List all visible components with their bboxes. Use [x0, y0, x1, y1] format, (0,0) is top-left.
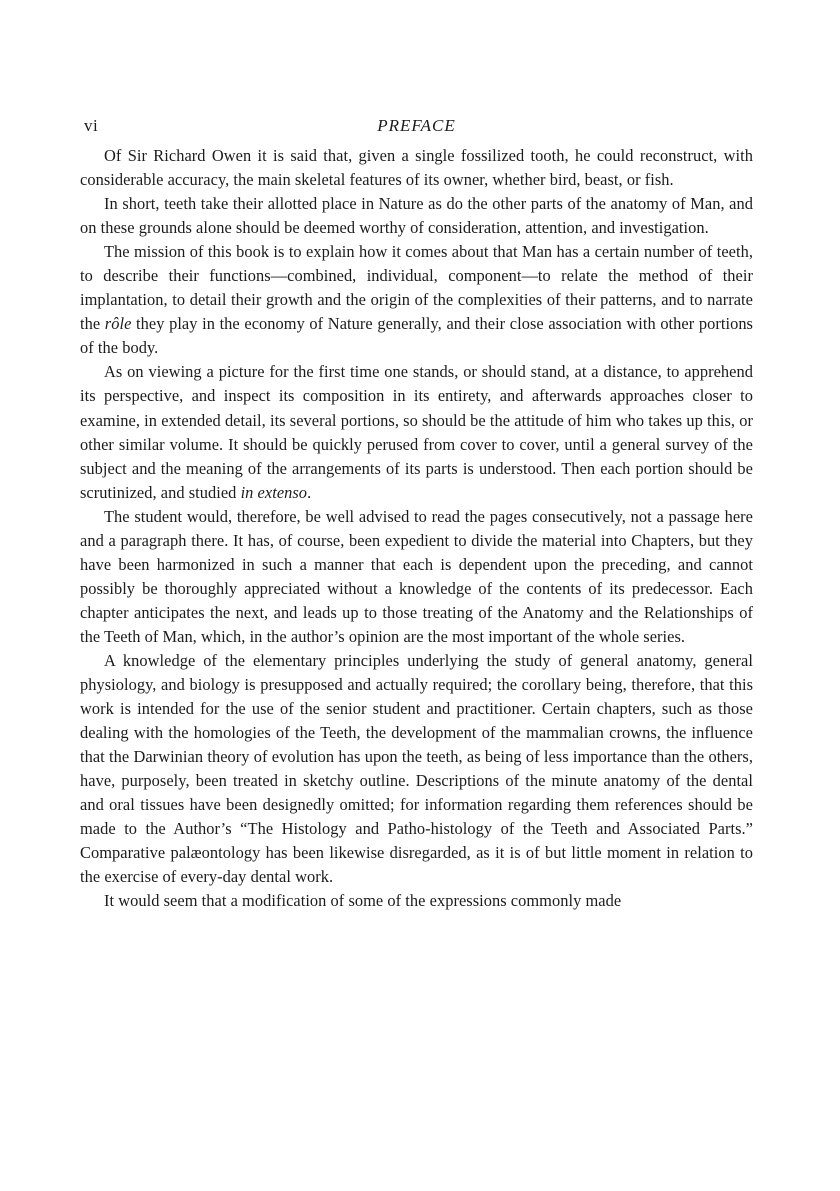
paragraph-student: The student would, therefore, be well advised to read the pages consecutively, not a passage here and a paragraph there. It has, of course, been expedient to divide the material into Chapters, but they have been harmonized in such a manner that each is dependent upon the preceding, and cannot possibly be thoroughly appreciated without a knowledge of the contents of its predecessor. Each chapter anticipates the next, and leads up to those treating of the Anatomy and the Relationships of the Teeth of Man, which, in the author’s opinion are the most important of the whole series.: [80, 506, 753, 646]
running-head: [80, 110, 753, 144]
preface-body: [80, 144, 753, 914]
book-page: [80, 110, 753, 914]
paragraph-modification: It would seem that a modification of some of the expressions commonly made: [104, 891, 622, 911]
paragraph-picture-italic: in extenso: [240, 482, 308, 502]
paragraph-knowledge: A knowledge of the elementary principles underlying the study of general anatomy, general physiology, and biology is presupposed and actually required; the corollary being, therefore, that this work is intended for the use of the senior student and practitioner. Certain chapters, such as those dealing with the homologies of the Teeth, the development of the mammalian crowns, the influence that the Darwinian theory of evolution has upon the teeth, as being of less importance than the others, have, purposely, been treated in sketchy outline. Descriptions of the minute anatomy of the dental and oral tissues have been designedly omitted; for information regarding them references should be made to the Author’s “The Histology and Patho-histology of the Teeth and Associated Parts.” Comparative palæontology has been likewise disregarded, as it is of but little moment in relation to the exercise of every-day dental work.: [80, 650, 753, 887]
paragraph-mission: [80, 240, 753, 360]
paragraph-mission-text-b: they play in the economy of Nature generally, and their close association with other portions of the body.: [80, 314, 753, 358]
paragraph-mission-text-a: The mission of this book is to explain how it comes about that Man has a certain number of teeth, to describe their functions—combined, individual, component—to relate the method of their implantation, to detail their growth and the origin of the complexities of their patterns, and to narrate the: [80, 242, 753, 334]
paragraph-owen: Of Sir Richard Owen it is said that, given a single fossilized tooth, he could reconstruct, with considerable accuracy, the main skeletal features of its owner, whether bird, beast, or fish.: [80, 146, 753, 190]
paragraph-picture: [80, 360, 753, 504]
paragraph-mission-italic: rôle: [104, 314, 132, 334]
page-number: vi: [84, 116, 99, 135]
paragraph-teeth-place: In short, teeth take their allotted place in Nature as do the other parts of the anatomy of Man, and on these grounds alone should be deemed worthy of consideration, attention, and investigation.: [80, 194, 753, 238]
paragraph-picture-text-a: As on viewing a picture for the first time one stands, or should stand, at a distance, to apprehend its perspective, and inspect its composition in its entirety, and afterwards approaches closer to examine, in extended detail, its several portions, so should be the attitude of him who takes up this, or other similar volume. It should be quickly perused from cover to cover, until a general survey of the subject and the meaning of the arrangements of its parts is understood. Then each portion should be scrutinized, and studied: [80, 362, 753, 502]
running-title: PREFACE: [377, 116, 456, 135]
paragraph-picture-text-b: .: [307, 482, 312, 502]
